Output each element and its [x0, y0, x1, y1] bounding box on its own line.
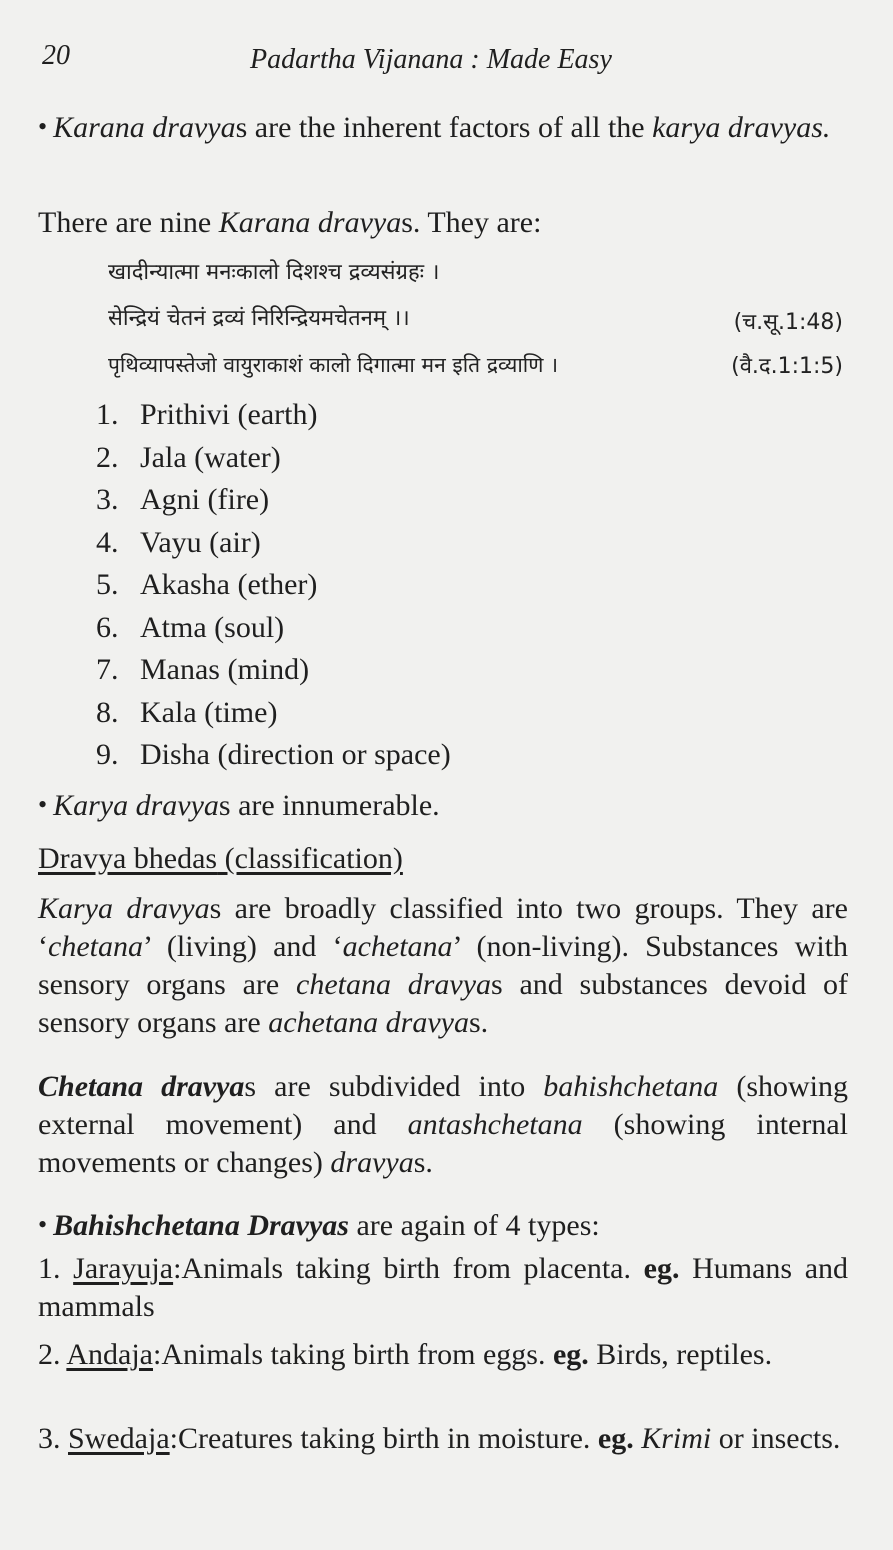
text-span: Jala (water)	[140, 440, 281, 474]
text-span: antashchetana	[407, 1108, 583, 1141]
text-span: 1.	[38, 1252, 74, 1285]
bullet-bahishchetana	[38, 1206, 848, 1245]
list-item	[96, 437, 451, 480]
text-span: achetana	[342, 930, 453, 963]
list-item	[96, 522, 451, 565]
text-span: achetana dravya	[268, 1006, 469, 1039]
paragraph-classification	[38, 890, 848, 1042]
page-number: 20	[42, 40, 70, 71]
text-span: 4.	[96, 525, 119, 559]
text-span: ’ (living) and ‘	[142, 930, 343, 963]
intro-paragraph	[38, 204, 848, 242]
text-span: (classification)	[217, 842, 403, 875]
bullet-icon: •	[38, 1210, 48, 1239]
text-span: 6.	[96, 610, 119, 644]
text-span: Andaja	[66, 1338, 153, 1371]
text-span: s and substances devoid of sensory organs are	[38, 968, 848, 1039]
verse-reference-vaisheshika: (वै.द.1:1:5)	[731, 354, 843, 379]
text-span: 3.	[38, 1422, 68, 1455]
text-span: are again of 4 types:	[348, 1209, 600, 1242]
text-span: s are the inherent factors of all the	[235, 111, 653, 144]
text-span: 9.	[96, 738, 119, 771]
text-span: Jarayuja	[73, 1252, 174, 1285]
text-span: s are broadly classified into two groups. They are ‘	[38, 892, 848, 963]
text-span: s. They are:	[401, 206, 542, 239]
text-span: karya dravyas.	[652, 111, 831, 144]
text-span: 1.	[96, 398, 119, 431]
list-item	[96, 394, 451, 437]
text-span: chetana dravya	[296, 968, 492, 1001]
type-jarayuja	[38, 1250, 848, 1326]
text-span: Karya dravya	[53, 789, 219, 822]
bullet-icon: •	[38, 112, 48, 141]
text-span: s are innumerable.	[218, 789, 440, 822]
list-item	[96, 692, 451, 735]
text-span: 2.	[38, 1338, 67, 1371]
list-item	[96, 607, 451, 650]
text-span: :Animals taking birth from eggs.	[153, 1338, 553, 1371]
text-span: eg.	[552, 1338, 589, 1371]
bullet-icon: •	[38, 790, 48, 819]
list-item	[96, 564, 451, 607]
type-swedaja	[38, 1420, 848, 1458]
text-span: Disha (direction or space)	[140, 738, 451, 771]
bullet-karya-dravyas	[38, 786, 848, 825]
text-span: s.	[413, 1146, 433, 1179]
text-span: Agni (fire)	[140, 483, 270, 516]
text-span: :Animals taking birth from placenta.	[173, 1252, 644, 1285]
text-span: 3.	[96, 483, 119, 516]
text-span: 5.	[96, 568, 119, 601]
sanskrit-verse-1: खादीन्यात्मा मनःकालो दिशश्च द्रव्यसंग्रहः ।	[108, 260, 440, 285]
sanskrit-verse-2: सेन्द्रियं चेतनं द्रव्यं निरिन्द्रियमचेतनम् ।।	[108, 306, 410, 331]
text-span: Humans and mammals	[38, 1252, 849, 1323]
type-andaja	[38, 1336, 848, 1374]
text-span: 7.	[96, 653, 119, 686]
paragraph-chetana	[38, 1068, 848, 1182]
text-span: chetana	[48, 930, 143, 963]
text-span: eg.	[643, 1252, 680, 1285]
sanskrit-verse-3: पृथिव्यापस्तेजो वायुराकाशं कालो दिगात्मा मन इति द्रव्याणि ।	[108, 353, 559, 377]
list-item	[96, 649, 451, 692]
text-span: (showing internal movements or changes)	[38, 1108, 848, 1179]
text-span: Karana dravya	[53, 111, 236, 144]
text-span: 2.	[96, 440, 119, 474]
text-span: bahishchetana	[543, 1070, 719, 1103]
text-span: Swedaja	[68, 1422, 170, 1455]
verse-reference-charaka: (च.सू.1:48)	[733, 310, 843, 335]
list-item	[96, 734, 451, 777]
text-span: or insects.	[711, 1422, 841, 1455]
text-span: ’ (non-living). Substances with sensory organs are	[38, 930, 848, 1001]
list-item	[96, 479, 451, 522]
text-span: (showing external movement) and	[38, 1070, 848, 1141]
text-span: :Creatures taking birth in moisture.	[169, 1422, 598, 1455]
text-span: Dravya bhedas	[38, 842, 218, 875]
text-span: Krimi	[641, 1422, 712, 1455]
text-span: Manas (mind)	[140, 653, 310, 686]
text-span: Kala (time)	[140, 695, 278, 729]
text-span: Atma (soul)	[140, 610, 285, 644]
text-span: eg.	[597, 1422, 634, 1455]
text-span: There are nine	[38, 206, 219, 239]
text-span: Karya dravya	[38, 892, 210, 925]
text-span: Akasha (ether)	[140, 568, 318, 601]
text-span: Prithivi (earth)	[140, 398, 318, 431]
text-span: Bahishchetana Dravyas	[53, 1209, 349, 1242]
dravya-list	[96, 394, 451, 777]
text-span: s are subdivided into	[244, 1070, 544, 1103]
text-span: Karana dravya	[218, 206, 402, 239]
text-span: Chetana dravya	[38, 1070, 245, 1103]
text-span: 8.	[96, 695, 119, 729]
running-title: Padartha Vijanana : Made Easy	[250, 44, 612, 75]
bullet-karana-dravyas	[38, 108, 848, 147]
section-heading	[38, 840, 848, 878]
text-span: s.	[469, 1006, 489, 1039]
text-span: Birds, reptiles.	[588, 1338, 773, 1371]
text-span: Vayu (air)	[140, 525, 261, 559]
text-span: dravya	[330, 1146, 414, 1179]
